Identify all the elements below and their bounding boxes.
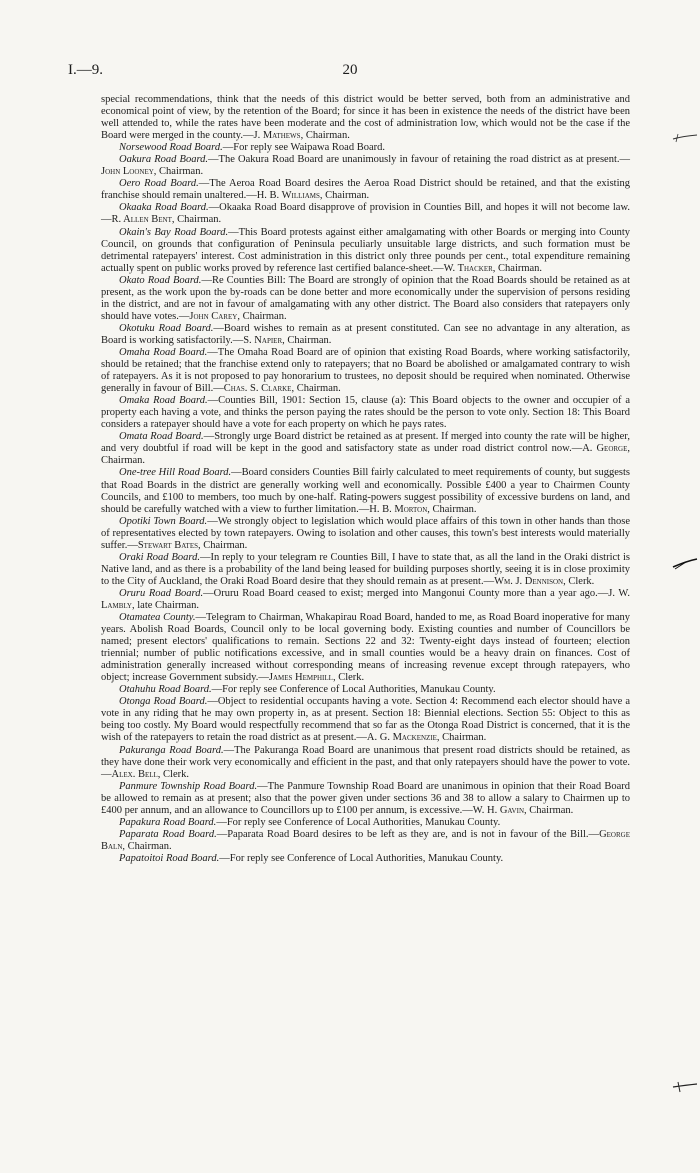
signatory: James Hemphill: [268, 672, 333, 684]
paragraph-text: —We strongly object to legislation which would place affairs of this town in other hands than those of representatives elected by town ratepayers. Owing to isolation and other causes, this town's best interests would materially suffer.—: [101, 515, 631, 551]
paragraph-text: —The Oakura Road Board are unanimously in favour of retaining the road district as at present.—: [208, 154, 631, 166]
paragraph-otahuhu: [101, 684, 630, 696]
paragraph-text: —Strongly urge Board district be retained as at present. If merged into county the rate will be higher, and very doubtful if road will be kept in the good and satisfactory state as under road district control now.—: [101, 431, 630, 455]
board-name: Okain's Bay Road Board.: [119, 226, 229, 238]
paragraph-panmure: [101, 781, 630, 817]
paragraph-text: —Paparata Road Board desires to be left as they are, and is not in favour of the Bill.—: [216, 828, 600, 840]
signatory-title: , Chairman.: [198, 539, 248, 551]
signatory-title: , Chairman.: [300, 130, 350, 142]
signatory-title: , Chairman.: [319, 190, 370, 202]
board-name: Omaka Road Board.: [119, 395, 208, 407]
paragraph-otonga: [101, 696, 630, 744]
signatory: John Looney: [101, 166, 154, 178]
board-name: Otahuhu Road Board.: [119, 684, 212, 696]
signatory: J. W. Lambly: [101, 587, 630, 611]
paragraph-oero: [101, 178, 630, 202]
paragraph-okotuku: [101, 323, 630, 347]
board-name: Oraki Road Board.: [119, 551, 200, 563]
paragraph-oraki: [101, 552, 630, 588]
board-name: Oruru Road Board.: [119, 587, 204, 599]
signatory-title: , Chairman.: [153, 166, 204, 178]
paragraph-text: —For reply see Conference of Local Authorities, Manukau County.: [216, 816, 501, 828]
paragraph-text: —Re Counties Bill: The Board are strongly of opinion that the Road Boards should be retained as at present, as the work upon the by-roads can be done better and more economically under the supervision of persons residing in the district, and are not in favour of amalgamating with any other district. The Board also considers that ratepayers only should have votes.—: [101, 274, 630, 322]
paragraph-paparata: [101, 829, 630, 853]
paragraph-pakuranga: [101, 745, 630, 781]
paragraph-text: —The Aeroa Road Board desires the Aeroa Road District should be retained, and that the existing franchise should remain unaltered.—: [101, 178, 631, 202]
paragraph-oruru: [101, 588, 630, 612]
paragraph-text: —For reply see Conference of Local Authorities, Manukau County.: [211, 684, 496, 696]
board-name: Okotuku Road Board.: [119, 322, 214, 334]
signatory-title: , late Chairman.: [132, 599, 200, 611]
paragraph-omata: [101, 431, 630, 467]
board-name: Otamatea County.: [119, 612, 196, 624]
signatory-title: , Chairman.: [427, 503, 477, 515]
document-body: [101, 94, 630, 865]
board-name: Oakura Road Board.: [119, 154, 209, 166]
margin-mark-lower: [672, 1080, 698, 1094]
paragraph-okaaka: [101, 202, 630, 226]
board-name: Papakura Road Board.: [119, 816, 217, 828]
page-header: [0, 62, 700, 82]
paragraph-otamatea: [101, 612, 630, 684]
signatory-title: , Clerk.: [332, 672, 365, 684]
signatory: A. G. Mackenzie: [366, 732, 437, 744]
signatory-title: , Chairman.: [524, 804, 574, 816]
board-name: Norsewood Road Board.: [119, 142, 223, 154]
board-name: Omata Road Board.: [119, 431, 204, 443]
paragraph-papakura: [101, 817, 630, 829]
board-name: Panmure Township Road Board.: [119, 780, 258, 792]
paragraph-text: —For reply see Waipawa Road Board.: [222, 142, 386, 154]
paragraph-opotiki: [101, 516, 630, 552]
signatory: R. Allen Bent: [111, 214, 172, 226]
paragraph-text: —This Board protests against either amalgamating with other Boards or merging into County Council, on grounds that configuration of Peninsula peculiarly unsuitable large districts, and such formation must be detrimental ratepayers' interest. Cost administration in this district only three pounds per cent., total expenditure remaining actually spent on public works proved by reference last certified balance-sheet.—: [101, 226, 630, 274]
board-name: Omaha Road Board.: [119, 346, 208, 358]
paragraph-okains-bay: [101, 227, 630, 275]
signatory: Alex. Bell: [111, 768, 158, 780]
signatory-title: , Chairman.: [237, 310, 287, 322]
paragraph-omaka: [101, 395, 630, 431]
margin-mark-middle: [672, 556, 698, 572]
page-reference: I.—9.: [68, 62, 103, 78]
board-name: Otonga Road Board.: [119, 696, 208, 708]
signatory: J. Mathews: [253, 130, 301, 142]
signatory-title: , Chairman.: [291, 383, 341, 395]
signatory-title: , Chairman.: [436, 732, 487, 744]
paragraph-text: —The Panmure Township Road Board are unanimous in opinion that their Road Board be allowed to remain as at present; also that the power given under sections 36 and 38 to allow a salary to Chairmen up to £400 per annum, and an allowance to Councillors up to £100 per annum, is excessive.—: [101, 780, 630, 816]
board-name: Pakuranga Road Board.: [119, 744, 224, 756]
signatory: S. Napier: [243, 334, 283, 346]
signatory: W. H. Gavin: [472, 804, 525, 816]
signatory: Wm. J. Dennison: [494, 575, 564, 587]
paragraph-okato: [101, 275, 630, 323]
page-number: 20: [342, 62, 358, 78]
board-name: Opotiki Town Board.: [119, 515, 208, 527]
paragraph-text: —The Pakuranga Road Board are unanimous that present road districts should be retained, as they have done their work very economically and efficient in the past, and that only ratepayers should have the power to vote.—: [101, 744, 631, 780]
paragraph-continuation: [101, 94, 630, 142]
signatory-title: , Chairman.: [122, 840, 172, 852]
signatory-title: , Chairman.: [492, 262, 543, 274]
paragraph-text: —The Omaha Road Board are of opinion that existing Road Boards, where working satisfactorily, should be retained; that the franchise extend only to ratepayers; that no Board be abolished or amalgamated contrary to wish of ratepayers. As it is not proposed to pay honorarium to trustees, no deposit should be required when nominated. Otherwise generally in favour of Bill.—: [101, 346, 630, 395]
board-name: Okato Road Board.: [119, 274, 202, 286]
board-name: Paparata Road Board.: [119, 828, 217, 840]
signatory: W. Thacker: [443, 262, 493, 274]
margin-mark-upper: [672, 130, 698, 144]
paragraph-one-tree-hill: [101, 467, 630, 515]
signatory: A. George: [582, 443, 628, 455]
paragraph-text: —Telegram to Chairman, Whakapirau Road Board, handed to me, as Road Board inoperative for many years. Abolish Road Boards, Council only to be local governing body. Existing counties and number of Councillors be named; present electors' qualifications to remain. Sections 22 and 32: Twenty-eight days instead of fourteen; election triennial; number of public notifications excessive, and in small counties would be a heavy drain on finances. Cost of administration generally increased without corresponding means of increasing revenue except through ratepayers, who object; increase Government subsidy.—: [101, 612, 630, 684]
paragraph-text: special recommendations, think that the needs of this district would be better served, both from an administrative and economical point of view, by the retention of the Board; for since it has been in existence the needs of the district have been well attended to, while the rates have been moderate and the cost of administration low, which would not be the case if the Board were merged in the county.—: [101, 94, 630, 142]
paragraph-text: —Oruru Road Board ceased to exist; merged into Mangonui County more than a year ago.—: [203, 587, 609, 599]
signatory: Stewart Bates: [137, 539, 198, 551]
paragraph-text: —In reply to your telegram re Counties Bill, I have to state that, as all the land in the Oraki district is Native land, and as there is a probability of the land being leased for building purposes shortly, seeing it is in close proximity to the City of Auckland, the Oraki Road Board desire that they should remain as at present.—: [101, 551, 630, 587]
board-name: Okaaka Road Board.: [119, 202, 209, 214]
signatory-title: , Chairman.: [101, 443, 630, 467]
paragraph-norsewood: [101, 142, 630, 154]
board-name: One-tree Hill Road Board.: [119, 467, 232, 479]
signatory: H. B. Morton: [369, 503, 428, 515]
board-name: Papatoitoi Road Board.: [119, 852, 220, 864]
signatory: George Baln: [101, 828, 630, 852]
paragraph-oakura: [101, 154, 630, 178]
paragraph-papatoitoi: [101, 853, 630, 865]
paragraph-omaha: [101, 347, 630, 395]
paragraph-text: —For reply see Conference of Local Authorities, Manukau County.: [219, 852, 504, 864]
signatory: John Carey: [189, 310, 238, 322]
paragraph-text: —Board wishes to remain as at present constituted. Can see no advantage in any alteration, as Board is working satisfactorily.—: [101, 322, 630, 346]
paragraph-text: —Board considers Counties Bill fairly calculated to meet requirements of county, but suggests that Road Boards in the district are generally working well and economically. Possible £400 a year to Chairmen County Councils, and £100 to members, too much by one-half. Rating-powers suggest possibility of excessive burdens on land, and should be carefully watched with a view to further limitation.—: [101, 467, 630, 515]
signatory: H. B. Williams: [256, 190, 320, 202]
paragraph-text: —Counties Bill, 1901: Section 15, clause (a): This Board objects to the owner and occupier of a property each having a vote, and thinks the person paying the rates should be the person to vote only. Section 18: This Board considers a ratepayer should have a vote for each property on which he pays rates.: [101, 395, 630, 431]
paragraph-text: —Okaaka Road Board disapprove of provision in Counties Bill, and hopes it will not become law.—: [101, 202, 630, 226]
signatory: Chas. S. Clarke: [223, 383, 292, 395]
signatory-title: , Chairman.: [282, 334, 332, 346]
paragraph-text: —Object to residential occupants having a vote. Section 4: Recommend each elector should have a vote in any riding that he may own property in, as at present. Section 18: Biennial elections. Section 55: Object to this as being too costly. My Board would respectfully recommend that so far as the Otonga Road District is concerned, that it is the wish of the ratepayers to retain the road district as at present.—: [101, 696, 630, 744]
signatory-title: , Clerk.: [157, 768, 189, 780]
signatory-title: , Chairman.: [171, 214, 222, 226]
signatory-title: , Clerk.: [563, 575, 595, 587]
board-name: Oero Road Board.: [119, 178, 199, 190]
